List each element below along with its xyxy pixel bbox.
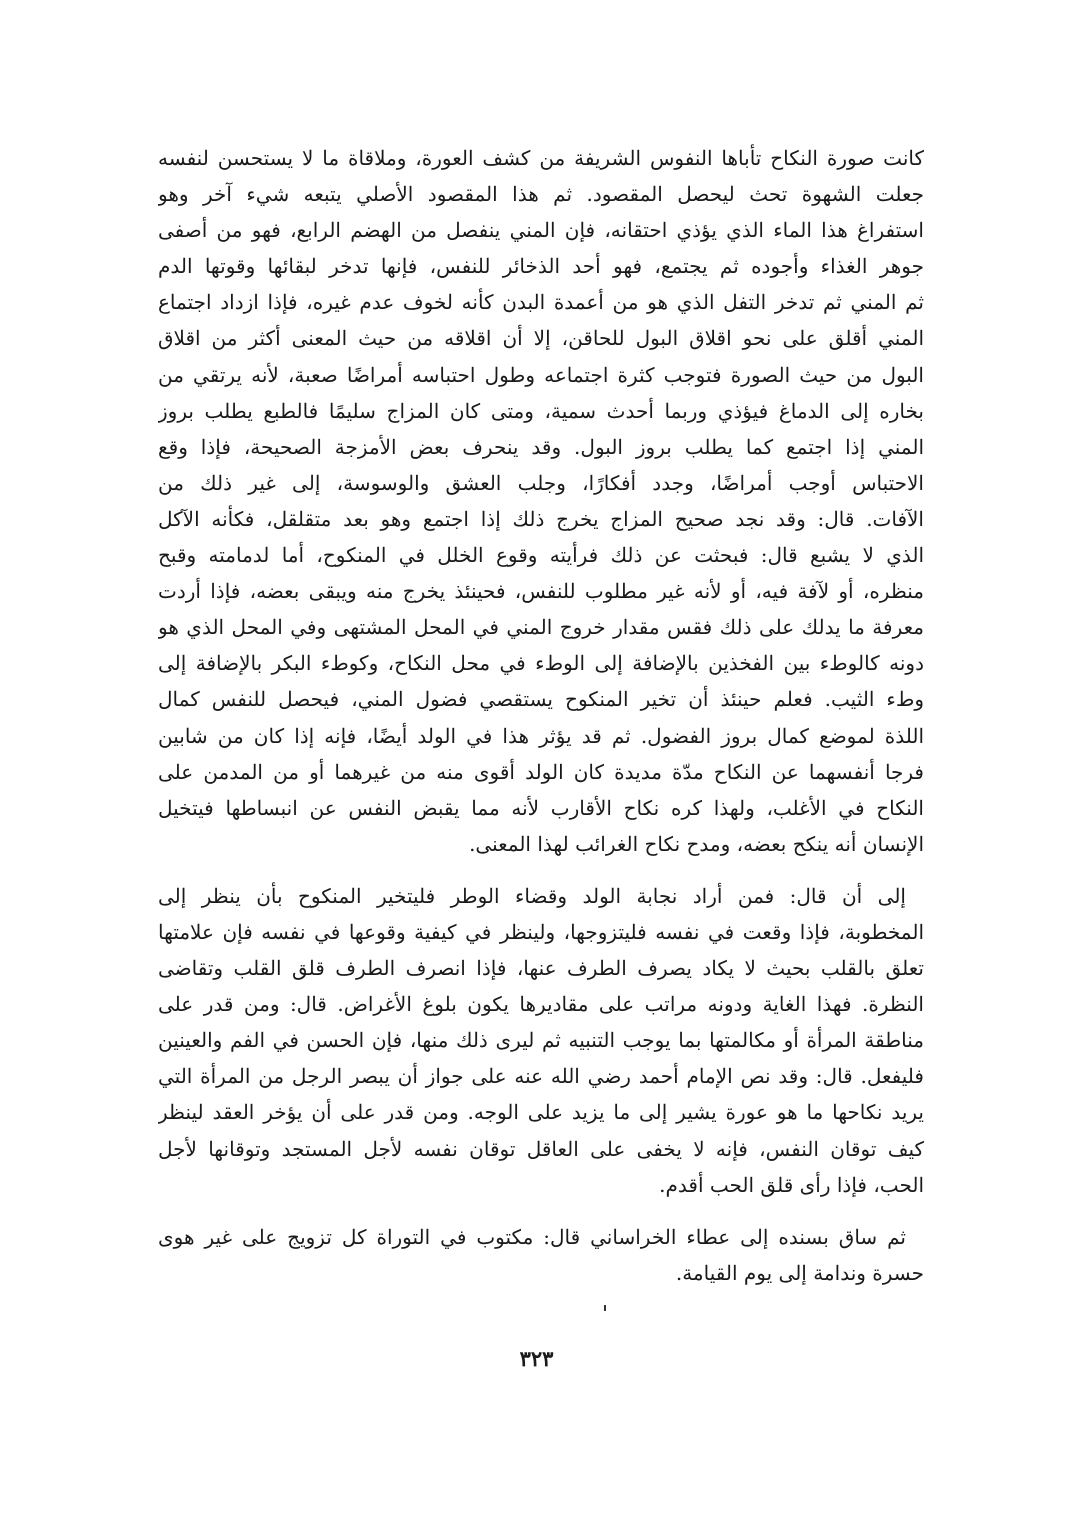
paragraph-1 (158, 140, 924, 862)
text-line: الذي لا يشبع قال: فبحثت عن ذلك فرأيته وقوع الخلل في المنكوح، أما لدمامته وقبح (158, 543, 924, 568)
text-line: فليفعل. قال: وقد نص الإمام أحمد رضي الله عنه على جواز أن يبصر الرجل من المرأة التي (158, 1064, 924, 1089)
text-line: الإنسان أنه ينكح بعضه، ومدح نكاح الغرائب لهذا المعنى. (469, 831, 924, 856)
text-line: جوهر الغذاء وأجوده ثم يجتمع، فهو أحد الذخائر للنفس، فإنها تدخر لبقائها وقوتها الدم (158, 254, 924, 279)
text-line: ثم ساق بسنده إلى عطاء الخراساني قال: مكتوب في التوراة كل تزويج على غير هوى (158, 1224, 906, 1249)
text-line: حسرة وندامة إلى يوم القيامة. (675, 1260, 924, 1285)
text-line: كانت صورة النكاح تأباها النفوس الشريفة من كشف العورة، وملاقاة ما لا يستحسن لنفسه (158, 146, 924, 170)
text-line: وطء الثيب. فعلم حينئذ أن تخير المنكوح يستقصي فضول المني، فيحصل للنفس كمال (158, 687, 924, 712)
text-line: المخطوبة، فإذا وقعت في نفسه فليتزوجها، ولينظر في كيفية وقوعها في نفسه فإن علامتها (158, 919, 924, 944)
text-line: ثم المني ثم تدخر التفل الذي هو من أعمدة البدن كأنه لخوف عدم غيره، فإذا ازداد اجتماع (158, 290, 924, 315)
paragraph-2 (158, 878, 924, 1203)
text-line: الآفات. قال: وقد نجد صحيح المزاج يخرج ذلك إذا اجتمع وهو بعد متقلقل، فكأنه الآكل (158, 506, 924, 531)
text-line: مناطقة المرأة أو مكالمتها بما يوجب التنبيه ثم ليرى ذلك منها، فإن الحسن في الفم والعينين (158, 1028, 924, 1053)
text-line: الاحتباس أوجب أمراضًا، وجدد أفكارًا، وجلب العشق والوسوسة، إلى غير ذلك من (158, 470, 924, 495)
text-line: المني إذا اجتمع كما يطلب بروز البول. وقد ينحرف بعض الأمزجة الصحيحة، فإذا وقع (158, 434, 924, 459)
text-line: الحب، فإذا رأى قلق الحب أقدم. (659, 1172, 924, 1197)
text-line: البول من حيث الصورة فتوجب كثرة اجتماعه وطول احتباسه أمراضًا صعبة، لأنه يرتقي من (158, 362, 924, 387)
text-line: اللذة لموضع كمال بروز الفضول. ثم قد يؤثر هذا في الولد أيضًا، فإنه إذا كان من شابين (158, 723, 924, 748)
page-body (158, 140, 924, 1291)
text-line: معرفة ما يدلك على ذلك فقس مقدار خروج المني في المحل المشتهى وفي المحل الذي هو (158, 615, 924, 640)
text-line: جعلت الشهوة تحث ليحصل المقصود. ثم هذا المقصود الأصلي يتبعه شيء آخر وهو (158, 182, 924, 207)
text-line: دونه كالوطء بين الفخذين بالإضافة إلى الوطء في محل النكاح، وكوطء البكر بالإضافة إلى (158, 651, 924, 676)
text-line: المني أقلق على نحو اقلاق البول للحاقن، إلا أن اقلاقه من حيث المعنى أكثر من اقلاق (158, 326, 924, 351)
text-line: إلى أن قال: فمن أراد نجابة الولد وقضاء الوطر فليتخير المنكوح بأن ينظر إلى (158, 883, 906, 908)
text-line: النكاح في الأغلب، ولهذا كره نكاح الأقارب لأنه مما يقبض النفس عن انبساطها فيتخيل (158, 795, 924, 820)
text-line: النظرة. فهذا الغاية ودونه مراتب على مقاديرها يكون بلوغ الأغراض. قال: ومن قدر على (158, 992, 924, 1017)
print-speck (604, 1305, 606, 1311)
text-line: كيف توقان النفس، فإنه لا يخفى على العاقل توقان نفسه لأجل المستجد وتوقانها لأجل (158, 1136, 924, 1161)
paragraph-3 (158, 1219, 924, 1291)
text-line: منظره، أو لآفة فيه، أو لأنه غير مطلوب للنفس، فحينئذ يخرج منه ويبقى بعضه، فإذا أردت (158, 579, 924, 604)
text-line: يريد نكاحها ما هو عورة يشير إلى ما يزيد على الوجه. ومن قدر على أن يؤخر العقد لينظر (158, 1100, 924, 1125)
text-line: استفراغ هذا الماء الذي يؤذي احتقانه، فإن المني ينفصل من الهضم الرابع، فهو من أصفى (158, 218, 924, 243)
text-line: بخاره إلى الدماغ فيؤذي وربما أحدث سمية، ومتى كان المزاج سليمًا فالطبع يطلب بروز (158, 398, 924, 423)
text-line: تعلق بالقلب بحيث لا يكاد يصرف الطرف عنها، فإذا انصرف الطرف قلق القلب وتقاضى (158, 956, 924, 981)
text-line: فرجا أنفسهما عن النكاح مدّة مديدة كان الولد أقوى منه من غيرهما أو من المدمن على (158, 759, 924, 784)
page-number: ٣٢٣ (519, 1346, 554, 1371)
